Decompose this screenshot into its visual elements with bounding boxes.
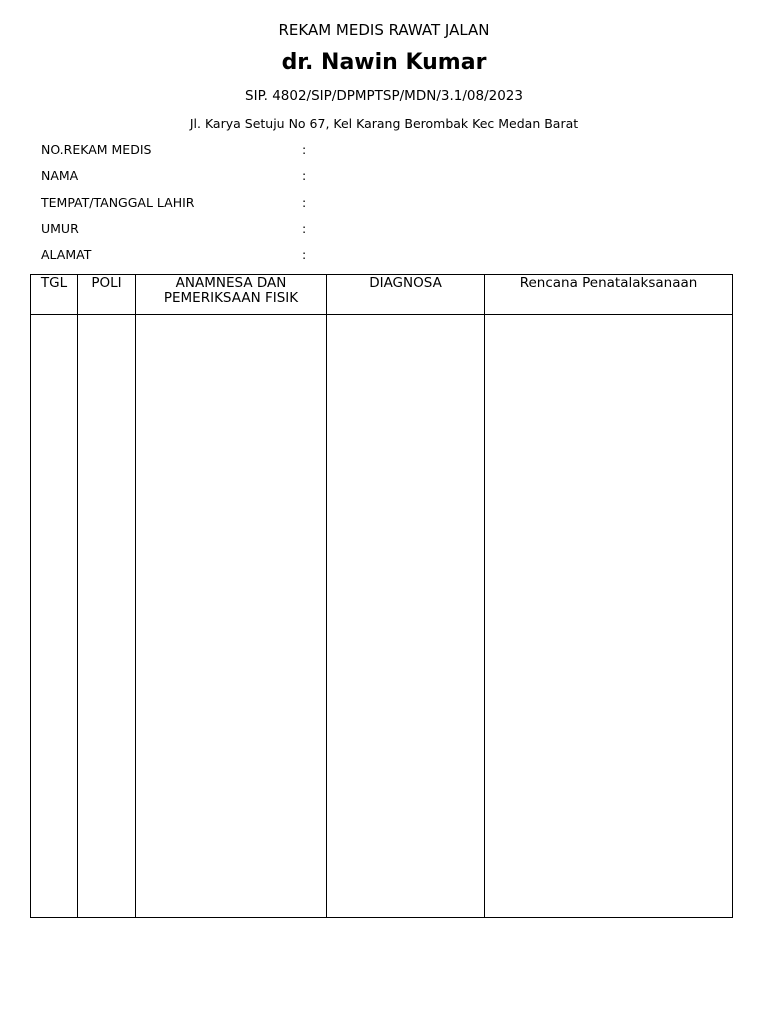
field-tempat-tanggal-lahir [41,195,341,211]
field-label: TEMPAT/TANGGAL LAHIR [41,195,195,210]
cell-anamnesa[interactable] [136,315,327,918]
table-row [31,315,733,918]
medical-record-table [30,274,733,918]
field-separator: : [302,195,307,210]
table-header-row [31,275,733,315]
field-label: ALAMAT [41,247,92,262]
cell-rencana[interactable] [485,315,733,918]
practice-address: Jl. Karya Setuju No 67, Kel Karang Berombak Kec Medan Barat [189,116,579,131]
field-label: NAMA [41,168,79,183]
cell-poli[interactable] [78,315,136,918]
field-umur [41,221,341,237]
field-no-rekam-medis [41,142,341,158]
document-type-heading: REKAM MEDIS RAWAT JALAN [278,21,490,39]
cell-tgl[interactable] [31,315,78,918]
field-label: NO.REKAM MEDIS [41,142,152,157]
column-header-diagnosa: DIAGNOSA [327,275,485,315]
field-separator: : [302,221,307,236]
field-alamat [41,247,341,263]
field-separator: : [302,168,307,183]
license-number: SIP. 4802/SIP/DPMPTSP/MDN/3.1/08/2023 [245,88,523,104]
column-header-rencana: Rencana Penatalaksanaan [485,275,733,315]
column-header-anamnesa: ANAMNESA DAN PEMERIKSAAN FISIK [136,275,327,315]
doctor-name: dr. Nawin Kumar [281,50,487,75]
column-header-poli: POLI [78,275,136,315]
field-label: UMUR [41,221,79,236]
cell-diagnosa[interactable] [327,315,485,918]
field-nama [41,168,341,184]
column-header-tgl: TGL [31,275,78,315]
field-separator: : [302,142,307,157]
field-separator: : [302,247,307,262]
